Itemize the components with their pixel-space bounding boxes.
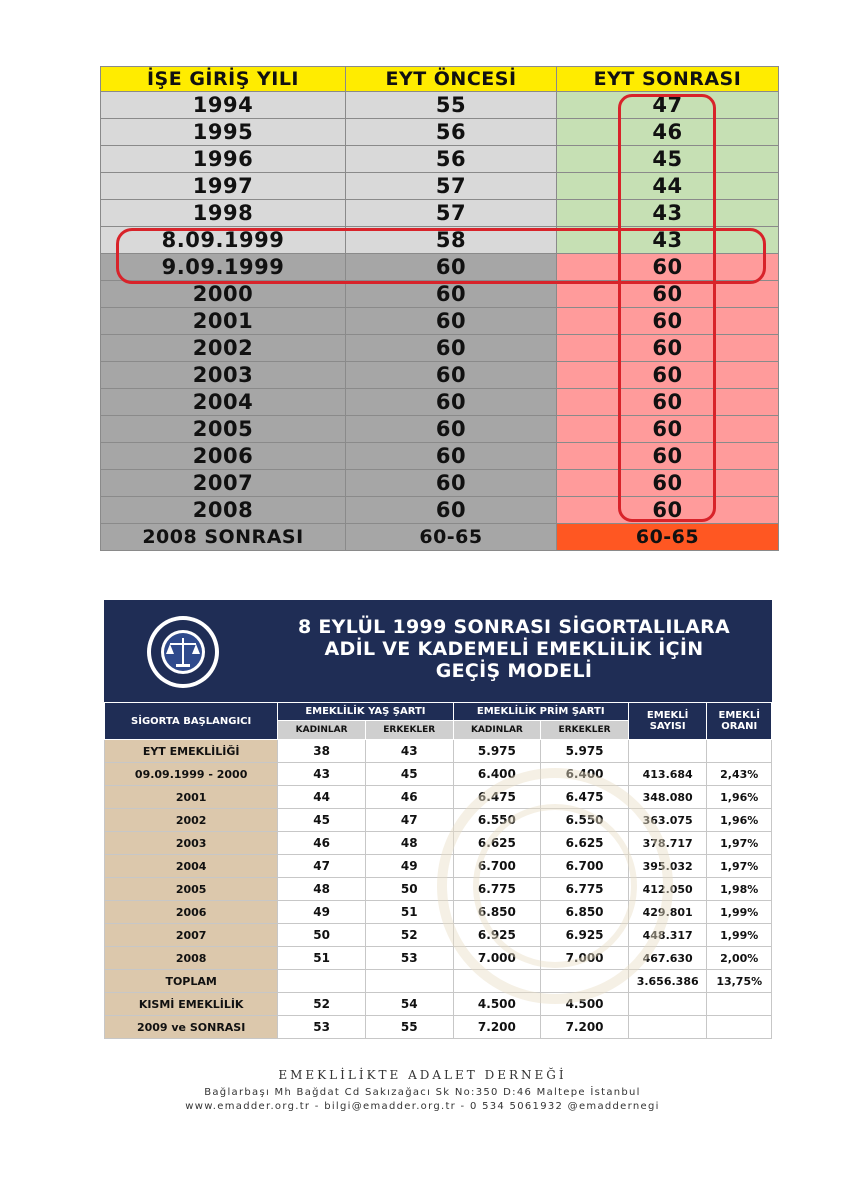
model-row-label: 2005 <box>105 878 278 901</box>
eyt-table-row <box>101 443 779 470</box>
model-prim-men: 6.700 <box>541 855 629 878</box>
row-after-eyt: 60 <box>557 470 779 497</box>
model-table-row <box>105 1016 772 1039</box>
model-prim-men: 6.775 <box>541 878 629 901</box>
header-age-men: ERKEKLER <box>365 721 453 740</box>
footer-org-name: EMEKLİLİKTE ADALET DERNEĞİ <box>278 1068 567 1082</box>
model-age-women: 44 <box>278 786 366 809</box>
eyt-table-row <box>101 416 779 443</box>
model-age-men: 54 <box>365 993 453 1016</box>
model-title-line-3: GEÇİŞ MODELİ <box>435 660 593 682</box>
model-row-label: 2001 <box>105 786 278 809</box>
model-prim-women: 6.925 <box>453 924 541 947</box>
row-before-eyt: 60-65 <box>346 524 557 551</box>
model-row-label: KISMİ EMEKLİLİK <box>105 993 278 1016</box>
model-age-women <box>278 970 366 993</box>
row-start-year: 2008 SONRASI <box>101 524 346 551</box>
row-after-eyt: 46 <box>557 119 779 146</box>
header-prim-women: KADINLAR <box>453 721 541 740</box>
row-after-eyt: 60-65 <box>557 524 779 551</box>
eyt-table-row <box>101 173 779 200</box>
model-prim-women: 6.475 <box>453 786 541 809</box>
row-after-eyt: 47 <box>557 92 779 119</box>
model-table-row <box>105 924 772 947</box>
eyt-table-row <box>101 362 779 389</box>
model-prim-women: 6.550 <box>453 809 541 832</box>
model-retiree-count: 412.050 <box>628 878 707 901</box>
transition-model <box>104 600 772 1039</box>
model-age-men: 45 <box>365 763 453 786</box>
model-retiree-rate: 1,96% <box>707 786 772 809</box>
header-age-women: KADINLAR <box>278 721 366 740</box>
row-start-year: 1997 <box>101 173 346 200</box>
footer-address: Bağlarbaşı Mh Bağdat Cd Sakızağacı Sk No:350 D:46 Maltepe İstanbul <box>204 1087 641 1098</box>
row-before-eyt: 60 <box>346 497 557 524</box>
header-prim-men: ERKEKLER <box>541 721 629 740</box>
model-table-row <box>105 878 772 901</box>
row-before-eyt: 56 <box>346 119 557 146</box>
model-retiree-rate <box>707 740 772 763</box>
model-prim-men <box>541 970 629 993</box>
model-prim-women: 6.700 <box>453 855 541 878</box>
row-start-year: 1995 <box>101 119 346 146</box>
row-before-eyt: 60 <box>346 281 557 308</box>
model-row-label: 2004 <box>105 855 278 878</box>
eyt-table-row <box>101 92 779 119</box>
model-prim-women: 5.975 <box>453 740 541 763</box>
model-age-women: 45 <box>278 809 366 832</box>
eyt-table-row <box>101 524 779 551</box>
model-age-women: 43 <box>278 763 366 786</box>
model-title-line-1: 8 EYLÜL 1999 SONRASI SİGORTALILARA <box>297 616 731 638</box>
eyt-table-row <box>101 308 779 335</box>
model-age-women: 51 <box>278 947 366 970</box>
footer-contact: www.emadder.org.tr - bilgi@emadder.org.tr - 0 534 5061932 @emaddernegi <box>185 1101 660 1112</box>
header-start-year: İŞE GİRİŞ YILI <box>101 67 346 92</box>
row-start-year: 2000 <box>101 281 346 308</box>
row-start-year: 2004 <box>101 389 346 416</box>
model-header <box>104 600 772 702</box>
model-table-row <box>105 901 772 924</box>
model-table-body <box>105 740 772 1039</box>
model-prim-men: 6.475 <box>541 786 629 809</box>
model-age-men: 46 <box>365 786 453 809</box>
model-retiree-count: 395.032 <box>628 855 707 878</box>
model-age-men: 51 <box>365 901 453 924</box>
model-retiree-count: 378.717 <box>628 832 707 855</box>
model-age-men: 52 <box>365 924 453 947</box>
row-after-eyt: 60 <box>557 389 779 416</box>
model-prim-men: 7.000 <box>541 947 629 970</box>
row-before-eyt: 60 <box>346 335 557 362</box>
model-retiree-count: 467.630 <box>628 947 707 970</box>
row-after-eyt: 60 <box>557 308 779 335</box>
header-before-eyt: EYT ÖNCESİ <box>346 67 557 92</box>
row-after-eyt: 60 <box>557 362 779 389</box>
model-table-row <box>105 970 772 993</box>
eyt-table-row <box>101 470 779 497</box>
model-table-row <box>105 740 772 763</box>
model-prim-women: 6.775 <box>453 878 541 901</box>
model-table-row <box>105 947 772 970</box>
model-title <box>264 616 764 682</box>
row-start-year: 2006 <box>101 443 346 470</box>
model-retiree-rate <box>707 1016 772 1039</box>
model-age-men: 53 <box>365 947 453 970</box>
eyt-table-row <box>101 389 779 416</box>
row-start-year: 2008 <box>101 497 346 524</box>
row-start-year: 8.09.1999 <box>101 227 346 254</box>
emadder-logo <box>136 614 230 690</box>
model-age-women: 52 <box>278 993 366 1016</box>
eyt-table-body <box>101 92 779 551</box>
row-after-eyt: 43 <box>557 227 779 254</box>
eyt-table-row <box>101 119 779 146</box>
header-age-requirement: EMEKLİLİK YAŞ ŞARTI <box>278 703 453 721</box>
row-before-eyt: 60 <box>346 362 557 389</box>
model-prim-men: 6.850 <box>541 901 629 924</box>
model-table <box>104 702 772 1039</box>
model-prim-men: 6.400 <box>541 763 629 786</box>
model-age-women: 48 <box>278 878 366 901</box>
model-age-men <box>365 970 453 993</box>
model-title-line-2: ADİL VE KADEMELİ EMEKLİLİK İÇİN <box>324 638 704 660</box>
model-row-label: EYT EMEKLİLİĞİ <box>105 740 278 763</box>
model-prim-women: 4.500 <box>453 993 541 1016</box>
row-after-eyt: 43 <box>557 200 779 227</box>
row-after-eyt: 45 <box>557 146 779 173</box>
model-age-men: 47 <box>365 809 453 832</box>
model-age-women: 38 <box>278 740 366 763</box>
model-table-row <box>105 993 772 1016</box>
model-age-women: 53 <box>278 1016 366 1039</box>
model-age-women: 47 <box>278 855 366 878</box>
model-prim-men: 6.625 <box>541 832 629 855</box>
eyt-table-row <box>101 281 779 308</box>
model-row-label: 2006 <box>105 901 278 924</box>
row-after-eyt: 60 <box>557 335 779 362</box>
model-retiree-rate: 1,96% <box>707 809 772 832</box>
model-retiree-count: 3.656.386 <box>628 970 707 993</box>
eyt-table-row <box>101 254 779 281</box>
model-retiree-count: 429.801 <box>628 901 707 924</box>
row-before-eyt: 60 <box>346 308 557 335</box>
model-retiree-count <box>628 740 707 763</box>
header-after-eyt: EYT SONRASI <box>557 67 779 92</box>
model-row-label: 2003 <box>105 832 278 855</box>
row-start-year: 1998 <box>101 200 346 227</box>
model-prim-women <box>453 970 541 993</box>
row-before-eyt: 60 <box>346 254 557 281</box>
model-table-row <box>105 786 772 809</box>
model-table-row <box>105 855 772 878</box>
model-retiree-rate: 1,99% <box>707 924 772 947</box>
model-age-women: 50 <box>278 924 366 947</box>
model-prim-women: 6.625 <box>453 832 541 855</box>
row-before-eyt: 58 <box>346 227 557 254</box>
model-prim-women: 7.000 <box>453 947 541 970</box>
footer <box>0 1068 845 1114</box>
model-retiree-count: 413.684 <box>628 763 707 786</box>
model-retiree-rate: 2,43% <box>707 763 772 786</box>
row-before-eyt: 57 <box>346 200 557 227</box>
row-before-eyt: 56 <box>346 146 557 173</box>
row-after-eyt: 60 <box>557 416 779 443</box>
model-row-label: 2002 <box>105 809 278 832</box>
model-prim-men: 4.500 <box>541 993 629 1016</box>
model-retiree-rate: 13,75% <box>707 970 772 993</box>
row-before-eyt: 55 <box>346 92 557 119</box>
row-before-eyt: 60 <box>346 416 557 443</box>
row-before-eyt: 60 <box>346 389 557 416</box>
model-prim-women: 6.400 <box>453 763 541 786</box>
model-age-men: 55 <box>365 1016 453 1039</box>
row-before-eyt: 60 <box>346 443 557 470</box>
model-prim-men: 5.975 <box>541 740 629 763</box>
model-age-men: 43 <box>365 740 453 763</box>
header-prim-requirement: EMEKLİLİK PRİM ŞARTI <box>453 703 628 721</box>
header-insurance-start: SİGORTA BAŞLANGICI <box>105 703 278 740</box>
model-retiree-rate: 1,99% <box>707 901 772 924</box>
row-before-eyt: 57 <box>346 173 557 200</box>
eyt-table-row <box>101 227 779 254</box>
row-after-eyt: 44 <box>557 173 779 200</box>
eyt-table-row <box>101 335 779 362</box>
eyt-table-row <box>101 146 779 173</box>
model-retiree-rate: 1,97% <box>707 832 772 855</box>
row-start-year: 2005 <box>101 416 346 443</box>
row-after-eyt: 60 <box>557 281 779 308</box>
model-prim-men: 6.925 <box>541 924 629 947</box>
row-before-eyt: 60 <box>346 470 557 497</box>
model-retiree-count: 448.317 <box>628 924 707 947</box>
row-start-year: 9.09.1999 <box>101 254 346 281</box>
row-start-year: 2002 <box>101 335 346 362</box>
model-header-row <box>105 703 772 721</box>
row-after-eyt: 60 <box>557 443 779 470</box>
model-retiree-count <box>628 1016 707 1039</box>
model-retiree-rate: 1,98% <box>707 878 772 901</box>
model-prim-men: 7.200 <box>541 1016 629 1039</box>
model-retiree-count: 348.080 <box>628 786 707 809</box>
row-start-year: 2001 <box>101 308 346 335</box>
row-start-year: 2007 <box>101 470 346 497</box>
row-start-year: 1994 <box>101 92 346 119</box>
model-table-row <box>105 832 772 855</box>
model-row-label: 2009 ve SONRASI <box>105 1016 278 1039</box>
model-prim-women: 7.200 <box>453 1016 541 1039</box>
model-retiree-count <box>628 993 707 1016</box>
model-row-label: 09.09.1999 - 2000 <box>105 763 278 786</box>
model-prim-men: 6.550 <box>541 809 629 832</box>
model-retiree-rate: 1,97% <box>707 855 772 878</box>
eyt-table-header-row <box>101 67 779 92</box>
model-table-row <box>105 809 772 832</box>
eyt-table-row <box>101 200 779 227</box>
model-age-men: 49 <box>365 855 453 878</box>
model-age-women: 49 <box>278 901 366 924</box>
model-row-label: 2008 <box>105 947 278 970</box>
row-start-year: 1996 <box>101 146 346 173</box>
header-retiree-count: EMEKLİ SAYISI <box>628 703 707 740</box>
model-retiree-rate: 2,00% <box>707 947 772 970</box>
model-row-label: TOPLAM <box>105 970 278 993</box>
model-table-row <box>105 763 772 786</box>
row-after-eyt: 60 <box>557 254 779 281</box>
model-row-label: 2007 <box>105 924 278 947</box>
model-retiree-count: 363.075 <box>628 809 707 832</box>
eyt-age-table <box>100 66 779 551</box>
row-start-year: 2003 <box>101 362 346 389</box>
model-prim-women: 6.850 <box>453 901 541 924</box>
eyt-table-row <box>101 497 779 524</box>
model-retiree-rate <box>707 993 772 1016</box>
header-retiree-rate: EMEKLİ ORANI <box>707 703 772 740</box>
model-age-men: 48 <box>365 832 453 855</box>
model-age-women: 46 <box>278 832 366 855</box>
row-after-eyt: 60 <box>557 497 779 524</box>
model-age-men: 50 <box>365 878 453 901</box>
